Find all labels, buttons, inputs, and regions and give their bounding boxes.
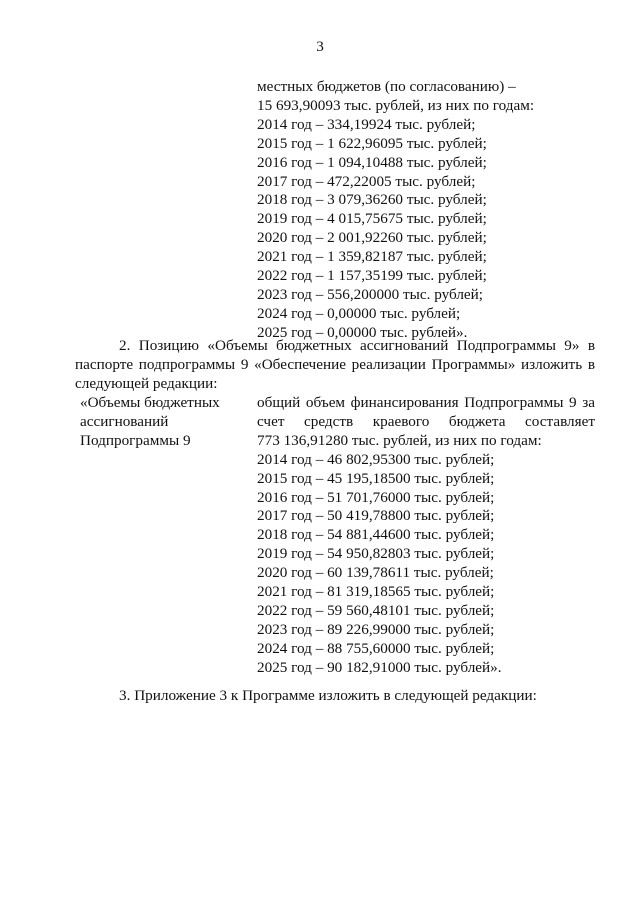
year-line: 2015 год – 45 195,18500 тыс. рублей; [257, 469, 495, 487]
year-line: 2024 год – 0,00000 тыс. рублей; [257, 304, 461, 322]
paragraph-2-line-1: 2. Позицию «Объемы бюджетных ассигнований Подпрограммы 9» в [119, 337, 595, 354]
left-cell-line: Подпрограммы 9 [80, 431, 191, 449]
right-intro-line: 773 136,91280 тыс. рублей, из них по годам: [257, 431, 542, 449]
year-line: 2018 год – 3 079,36260 тыс. рублей; [257, 191, 487, 209]
year-line: 2022 год – 1 157,35199 тыс. рублей; [257, 267, 487, 285]
year-line: 2023 год – 556,200000 тыс. рублей; [257, 285, 484, 303]
year-line: 2023 год – 89 226,99000 тыс. рублей; [257, 620, 495, 638]
year-line: 2019 год – 4 015,75675 тыс. рублей; [257, 210, 487, 228]
year-line: 2022 год – 59 560,48101 тыс. рублей; [257, 601, 495, 619]
year-line: 2017 год – 472,22005 тыс. рублей; [257, 172, 476, 190]
text-line: местных бюджетов (по согласованию) – [257, 78, 516, 95]
left-cell-line: ассигнований [80, 412, 169, 430]
year-line: 2021 год – 81 319,18565 тыс. рублей; [257, 583, 495, 601]
year-line: 2017 год – 50 419,78800 тыс. рублей; [257, 507, 495, 525]
year-line: 2021 год – 1 359,82187 тыс. рублей; [257, 248, 487, 266]
paragraph-3-text: 3. Приложение 3 к Программе изложить в следующей редакции: [119, 687, 537, 704]
left-cell-line: «Объемы бюджетных [80, 394, 220, 411]
year-line: 2025 год – 90 182,91000 тыс. рублей». [257, 658, 502, 676]
year-line: 2024 год – 88 755,60000 тыс. рублей; [257, 639, 495, 657]
year-line: 2018 год – 54 881,44600 тыс. рублей; [257, 526, 495, 544]
year-line: 2014 год – 334,19924 тыс. рублей; [257, 115, 476, 133]
year-line: 2014 год – 46 802,95300 тыс. рублей; [257, 450, 495, 468]
text-line: 15 693,90093 тыс. рублей, из них по годам: [257, 96, 535, 114]
page-number: 3 [316, 38, 324, 55]
year-line: 2020 год – 60 139,78611 тыс. рублей; [257, 564, 494, 582]
paragraph-2-line-2: паспорте подпрограммы 9 «Обеспечение реализации Программы» изложить в [75, 355, 595, 373]
right-intro-line: общий объем финансирования Подпрограммы 9 за [257, 394, 595, 411]
paragraph-2 [75, 337, 595, 394]
year-line: 2015 год – 1 622,96095 тыс. рублей; [257, 134, 487, 152]
right-intro-line: счет средств краевого бюджета составляет [257, 412, 595, 430]
year-line: 2019 год – 54 950,82803 тыс. рублей; [257, 545, 495, 563]
year-line: 2016 год – 1 094,10488 тыс. рублей; [257, 153, 487, 171]
paragraph-2-line-3: следующей редакции: [75, 374, 218, 392]
paragraph-3 [75, 687, 595, 706]
year-line: 2020 год – 2 001,92260 тыс. рублей; [257, 229, 487, 247]
local-budget-block [257, 78, 597, 343]
year-line: 2025 год – 0,00000 тыс. рублей». [257, 323, 468, 341]
year-line: 2016 год – 51 701,76000 тыс. рублей; [257, 488, 495, 506]
table-right-cell [257, 394, 595, 678]
table-left-cell [80, 394, 240, 451]
